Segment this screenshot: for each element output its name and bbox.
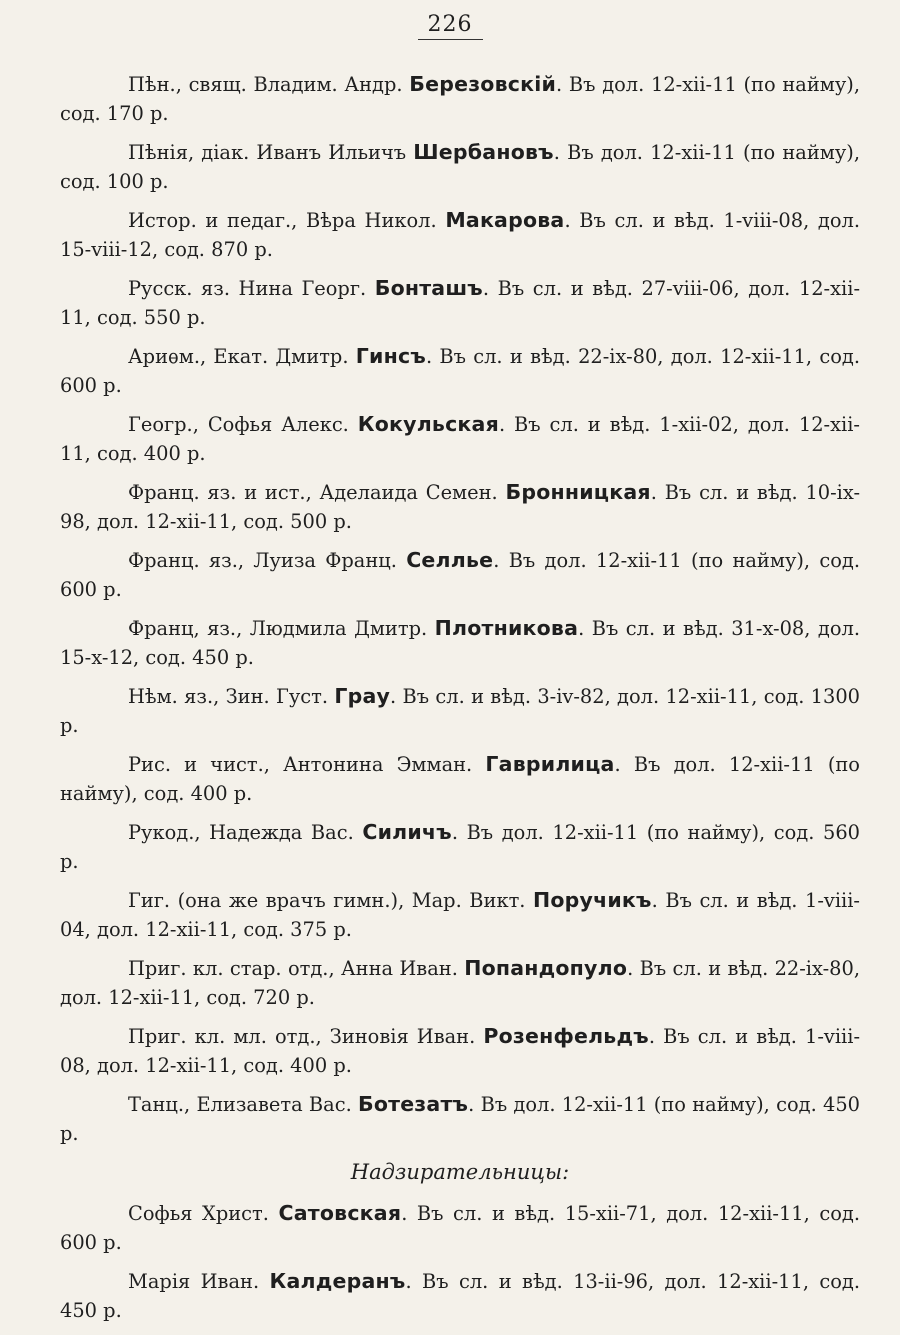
staff-entry: Софья Христ. Сатовская. Въ сл. и вѣд. 15-xii-71, дол. 12-xii-11, сод. 600 р. <box>60 1201 860 1254</box>
entry-position: Танц., Елизавета Вас. <box>128 1093 352 1116</box>
entry-position: Геогр., Софья Алекс. <box>128 413 349 436</box>
section-heading: Надзирательницы: <box>350 1160 570 1184</box>
entry-surname: Макарова <box>445 208 565 232</box>
entry-surname: Плотникова <box>434 616 579 640</box>
entry-details: Въ сл. и вѣд. 1-viii-08, дол. 12-xii-11, сод. 400 р. <box>60 1025 860 1077</box>
staff-entry: Русск. яз. Нина Георг. Бонташъ. Въ сл. и вѣд. 27-viii-06, дол. 12-xii-11, сод. 550 р. <box>60 276 861 329</box>
entry-position: Гиг. (она же врачъ гимн.), Мар. Викт. <box>128 889 526 912</box>
entry-position: Рис. и чист., Антонина Эмман. <box>128 753 473 776</box>
staff-entry: Франц. яз., Луиза Франц. Селлье. Въ дол. 12-xii-11 (по найму), сод. 600 р. <box>60 548 861 601</box>
entry-position: Софья Христ. <box>128 1202 269 1225</box>
staff-entry: Марія Иван. Калдеранъ. Въ сл. и вѣд. 13-ii-96, дол. 12-xii-11, сод. 450 р. <box>60 1269 860 1322</box>
entry-position: Франц. яз. и ист., Аделаида Семен. <box>128 481 498 504</box>
page-number-text: 226 <box>418 12 483 40</box>
entry-surname: Гинсъ <box>355 344 426 368</box>
entry-details: Въ сл. и вѣд. 22-ix-80, дол. 12-xii-11, сод. 720 р. <box>60 957 860 1009</box>
entry-details: Въ сл. и вѣд. 1-xii-02, дол. 12-xii-11, сод. 400 р. <box>60 413 860 465</box>
entry-details: Въ сл. и вѣд. 15-xii-71, дол. 12-xii-11, сод. 600 р. <box>60 1202 860 1254</box>
entry-position: Приг. кл. стар. отд., Анна Иван. <box>128 957 458 980</box>
entry-surname: Попандопуло <box>464 956 628 980</box>
staff-entry: Рис. и чист., Антонина Эмман. Гаврилица. Въ дол. 12-xii-11 (по найму), сод. 400 р. <box>60 752 860 805</box>
entry-surname: Розенфельдъ <box>483 1024 649 1048</box>
staff-entry: Пѣн., свящ. Владим. Андр. Березовскій. Въ дол. 12-xii-11 (по найму), сод. 170 р. <box>60 72 860 125</box>
entry-details: Въ сл. и вѣд. 1-viii-08, дол. 15-viii-12, сод. 870 р. <box>60 209 860 261</box>
staff-entry: Танц., Елизавета Вас. Ботезатъ. Въ дол. 12-xii-11 (по найму), сод. 450 р. <box>60 1092 860 1145</box>
entry-position: Русск. яз. Нина Георг. <box>128 277 367 300</box>
staff-entry: Ариѳм., Екат. Дмитр. Гинсъ. Въ сл. и вѣд. 22-ix-80, дол. 12-xii-11, сод. 600 р. <box>60 344 860 397</box>
staff-entry: Нѣм. яз., Зин. Густ. Грау. Въ сл. и вѣд. 3-iv-82, дол. 12-xii-11, сод. 1300 р. <box>60 684 861 737</box>
entry-surname: Селлье <box>406 548 494 572</box>
entry-details: Въ дол. 12-xii-11 (по найму), сод. 560 р. <box>60 821 860 873</box>
entry-surname: Сатовская <box>278 1201 402 1225</box>
entry-surname: Грау <box>334 684 391 708</box>
staff-entry: Приг. кл. мл. отд., Зиновія Иван. Розенфельдъ. Въ сл. и вѣд. 1-viii-08, дол. 12-xii-11, сод. 400 р. <box>60 1024 860 1077</box>
entry-position: Марія Иван. <box>128 1270 260 1293</box>
entry-details: Въ сл. и вѣд. 10-ix-98, дол. 12-xii-11, сод. 500 р. <box>60 481 861 533</box>
entry-surname: Силичъ <box>362 820 452 844</box>
staff-entry: Геогр., Софья Алекс. Кокульская. Въ сл. и вѣд. 1-xii-02, дол. 12-xii-11, сод. 400 р. <box>60 412 860 465</box>
entry-surname: Бронницкая <box>505 480 651 504</box>
entry-surname: Шербановъ <box>413 140 554 164</box>
page-number <box>0 12 900 40</box>
entry-position: Пѣнія, діак. Иванъ Ильичъ <box>128 141 407 164</box>
entry-surname: Гаврилица <box>485 752 615 776</box>
entry-surname: Калдеранъ <box>269 1269 406 1293</box>
staff-entry: Рукод., Надежда Вас. Силичъ. Въ дол. 12-xii-11 (по найму), сод. 560 р. <box>60 820 860 873</box>
entry-position: Приг. кл. мл. отд., Зиновія Иван. <box>128 1025 476 1048</box>
entry-position: Нѣм. яз., Зин. Густ. <box>128 685 328 708</box>
entry-surname: Ботезатъ <box>358 1092 469 1116</box>
entry-surname: Кокульская <box>357 412 499 436</box>
entry-surname: Березовскій <box>409 72 557 96</box>
entry-details: Въ дол. 12-xii-11 (по найму), сод. 450 р. <box>60 1093 860 1145</box>
entry-surname: Бонташъ <box>374 276 483 300</box>
entry-details: Въ сл. и вѣд. 31-x-08, дол. 15-x-12, сод. 450 р. <box>60 617 860 669</box>
entry-details: Въ дол. 12-xii-11 (по найму), сод. 400 р. <box>60 753 860 805</box>
staff-entry: Приг. кл. стар. отд., Анна Иван. Попандопуло. Въ сл. и вѣд. 22-ix-80, дол. 12-xii-11, сод. 720 р. <box>60 956 860 1009</box>
entry-details: Въ дол. 12-xii-11 (по найму), сод. 100 р. <box>60 141 860 193</box>
entry-details: Въ сл. и вѣд. 27-viii-06, дол. 12-xii-11, сод. 550 р. <box>60 277 861 329</box>
entry-position: Истор. и педаг., Вѣра Никол. <box>128 209 437 232</box>
supervisors-list <box>60 1199 860 1325</box>
entry-position: Франц. яз., Луиза Франц. <box>128 549 397 572</box>
staff-entry: Пѣнія, діак. Иванъ Ильичъ Шербановъ. Въ дол. 12-xii-11 (по найму), сод. 100 р. <box>60 140 860 193</box>
entry-position: Франц, яз., Людмила Дмитр. <box>128 617 428 640</box>
entry-details: Въ дол. 12-xii-11 (по найму), сод. 170 р. <box>60 73 860 125</box>
entry-position: Рукод., Надежда Вас. <box>128 821 354 844</box>
entry-position: Ариѳм., Екат. Дмитр. <box>128 345 349 368</box>
entry-details: Въ сл. и вѣд. 1-viii-04, дол. 12-xii-11, сод. 375 р. <box>60 889 860 941</box>
entry-position: Пѣн., свящ. Владим. Андр. <box>128 73 403 96</box>
entry-details: Въ сл. и вѣд. 13-ii-96, дол. 12-xii-11, сод. 450 р. <box>60 1270 860 1322</box>
staff-entry: Гиг. (она же врачъ гимн.), Мар. Викт. Поручикъ. Въ сл. и вѣд. 1-viii-04, дол. 12-xii-11, сод. 375 р. <box>60 888 860 941</box>
entry-details: Въ сл. и вѣд. 3-iv-82, дол. 12-xii-11, сод. 1300 р. <box>60 685 861 737</box>
staff-entry: Франц, яз., Людмила Дмитр. Плотникова. Въ сл. и вѣд. 31-x-08, дол. 15-x-12, сод. 450 р. <box>60 616 860 669</box>
entry-details: Въ сл. и вѣд. 22-ix-80, дол. 12-xii-11, сод. 600 р. <box>60 345 860 397</box>
staff-list <box>60 70 860 1335</box>
teachers-list <box>60 70 860 1148</box>
staff-entry: Франц. яз. и ист., Аделаида Семен. Бронницкая. Въ сл. и вѣд. 10-ix-98, дол. 12-xii-11, сод. 500 р. <box>60 480 861 533</box>
entry-details: Въ дол. 12-xii-11 (по найму), сод. 600 р. <box>60 549 861 601</box>
entry-surname: Поручикъ <box>533 888 652 912</box>
staff-entry: Истор. и педаг., Вѣра Никол. Макарова. Въ сл. и вѣд. 1-viii-08, дол. 15-viii-12, сод. 870 р. <box>60 208 860 261</box>
